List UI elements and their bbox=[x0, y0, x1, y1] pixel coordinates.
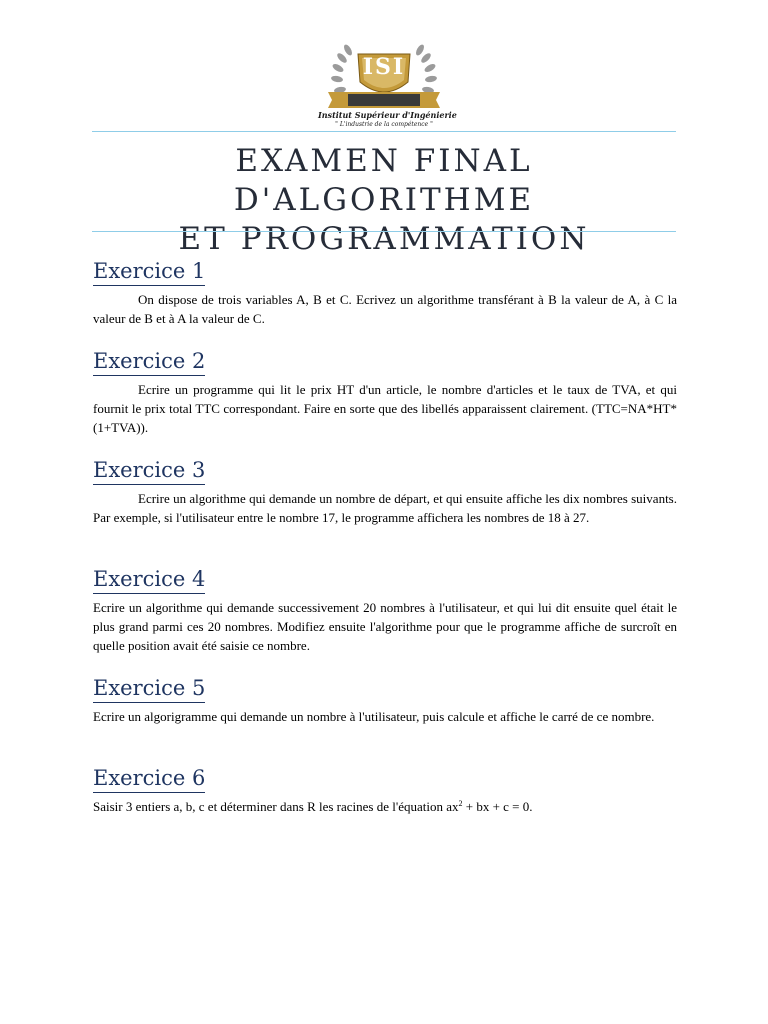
title-top-rule bbox=[92, 131, 676, 132]
exercise-1 bbox=[93, 258, 677, 328]
exercise-heading: Exercice 6 bbox=[93, 765, 205, 793]
equation-text-after: + bx + c = 0. bbox=[462, 799, 533, 814]
exercise-text: Ecrire un algorigramme qui demande un nombre à l'utilisateur, puis calcule et affiche le carré de ce nombre. bbox=[93, 709, 655, 724]
exercise-text: Ecrire un programme qui lit le prix HT d'un article, le nombre d'articles et le taux de TVA, et qui fournit le prix total TTC correspondant. Faire en sorte que des libellés apparaissent clairement. (TTC=NA*HT*(1+TVA)). bbox=[93, 382, 677, 435]
exercise-3 bbox=[93, 457, 677, 527]
exercise-heading: Exercice 4 bbox=[93, 566, 205, 594]
exercise-heading: Exercice 1 bbox=[93, 258, 205, 286]
exercise-4 bbox=[93, 566, 677, 655]
exercise-2 bbox=[93, 348, 677, 437]
exercise-text bbox=[93, 797, 677, 816]
logo-initials: ISI bbox=[362, 54, 406, 80]
exercise-5 bbox=[93, 675, 677, 726]
exercise-text: On dispose de trois variables A, B et C. Ecrivez un algorithme transférant à B la valeur de A, à C la valeur de B et à A la valeur de C. bbox=[93, 292, 677, 326]
logo-motto: " L'industrie de la compétence " bbox=[335, 121, 433, 128]
title-line-1: EXAMEN FINAL D'ALGORITHME bbox=[233, 143, 535, 218]
equation-text-before: Saisir 3 entiers a, b, c et déterminer dans R les racines de l'équation ax bbox=[93, 799, 459, 814]
exercise-6 bbox=[93, 765, 677, 816]
isi-logo bbox=[318, 40, 457, 132]
title-bottom-rule bbox=[92, 231, 676, 232]
exercise-heading: Exercice 3 bbox=[93, 457, 205, 485]
exercise-text: Ecrire un algorithme qui demande successivement 20 nombres à l'utilisateur, et qui lui dit ensuite quel était le plus grand parmi ces 20 nombres. Modifiez ensuite l'algorithme pour que le programme affiche de surcroît en quelle position avait été saisie ce nombre. bbox=[93, 600, 677, 653]
document-title bbox=[92, 142, 676, 259]
exercise-text: Ecrire un algorithme qui demande un nombre de départ, et qui ensuite affiche les dix nombres suivants. Par exemple, si l'utilisateur entre le nombre 17, le programme affichera les nombres de 18 à 27. bbox=[93, 491, 677, 525]
title-line-2: ET PROGRAMMATION bbox=[178, 221, 590, 257]
exercise-heading: Exercice 5 bbox=[93, 675, 205, 703]
exercise-heading: Exercice 2 bbox=[93, 348, 205, 376]
equation-exponent: 2 bbox=[458, 799, 463, 808]
logo-banner-text: Institut Supérieur d'Ingénierie bbox=[318, 110, 457, 120]
